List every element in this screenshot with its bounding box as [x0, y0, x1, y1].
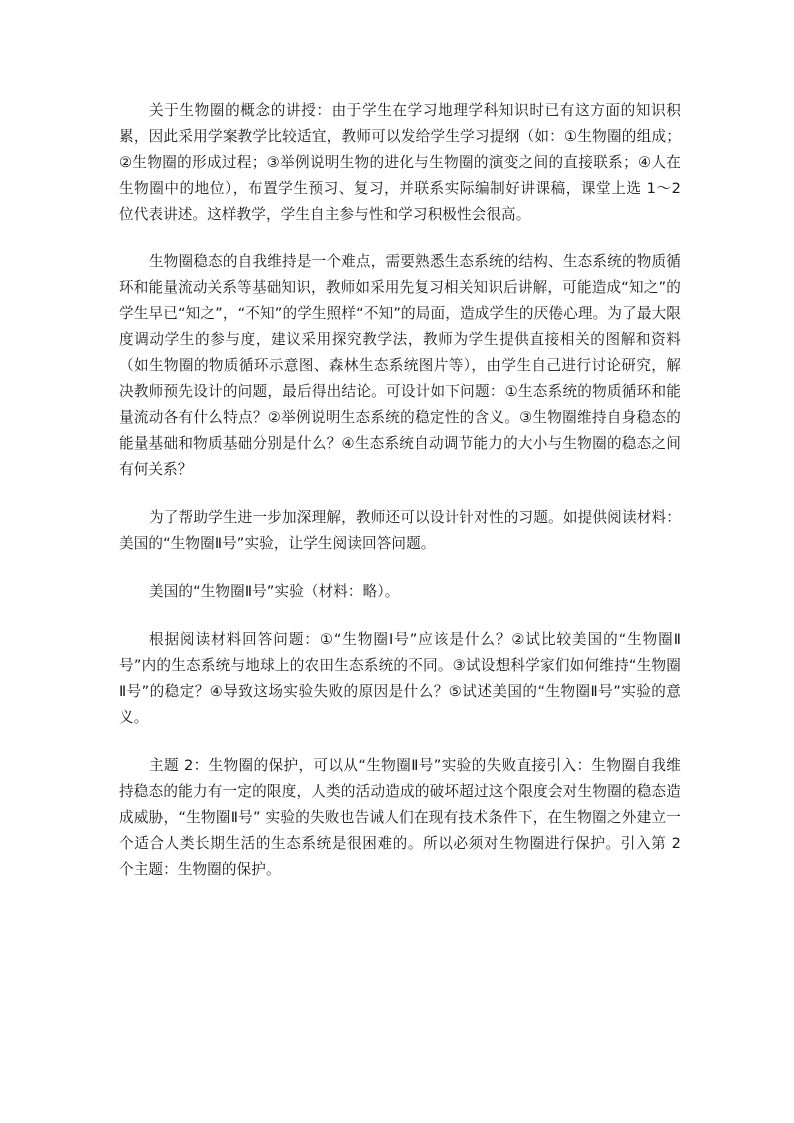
- paragraph-biosphere-concept: 关于生物圈的概念的讲授：由于学生在学习地理学科知识时已有这方面的知识积累，因此采用学案教学比较适宜，教师可以发给学生学习提纲（如：①生物圈的组成；②生物圈的形成过程；③举例说明生物的进化与生物圈的演变之间的直接联系；④人在生物圈中的地位），布置学生预习、复习，并联系实际编制好讲课稿，课堂上选 1～2 位代表讲述。这样教学，学生自主参与性和学习积极性会很高。: [119, 102, 681, 223]
- paragraph-reading-questions: 根据阅读材料回答问题：①“生物圈Ⅰ号”应该是什么？②试比较美国的“生物圈Ⅱ号”内的生态系统与地球上的农田生态系统的不同。③试设想科学家们如何维持“生物圈Ⅱ号”的稳定？④导致这场实验失败的原因是什么？⑤试述美国的“生物圈Ⅱ号”实验的意义。: [119, 631, 681, 726]
- paragraph-topic-2-protection: 主题 2：生物圈的保护，可以从“生物圈Ⅱ号”实验的失败直接引入：生物圈自我维持稳态的能力有一定的限度，人类的活动造成的破坏超过这个限度会对生物圈的稳态造成威胁，“生物圈Ⅱ号” 实验的失败也告诫人们在现有技术条件下，在生物圈之外建立一个适合人类长期生活的生态系统是很困难的。所以必须对生物圈进行保护。引入第 2 个主题：生物圈的保护。: [119, 757, 681, 878]
- paragraph-exercise-intro: 为了帮助学生进一步加深理解，教师还可以设计针对性的习题。如提供阅读材料：美国的“生物圈Ⅱ号”实验，让学生阅读回答问题。: [119, 509, 681, 552]
- paragraph-material-note: 美国的“生物圈Ⅱ号”实验（材料：略）。: [149, 583, 400, 600]
- document-body: [119, 98, 681, 905]
- paragraph-biosphere-homeostasis: 生物圈稳态的自我维持是一个难点，需要熟悉生态系统的结构、生态系统的物质循环和能量流动关系等基础知识，教师如采用先复习相关知识后讲解，可能造成“知之”的学生早已“知之”，“不知”的学生照样“不知”的局面，造成学生的厌倦心理。为了最大限度调动学生的参与度，建议采用探究教学法，教师为学生提供直接相关的图解和资料（如生物圈的物质循环示意图、森林生态系统图片等），由学生自己进行讨论研究，解决教师预先设计的问题，最后得出结论。可设计如下问题：①生态系统的物质循环和能量流动各有什么特点？②举例说明生态系统的稳定性的含义。③生物圈维持自身稳态的能量基础和物质基础分别是什么？④生态系统自动调节能力的大小与生物圈的稳态之间有何关系？: [119, 253, 681, 478]
